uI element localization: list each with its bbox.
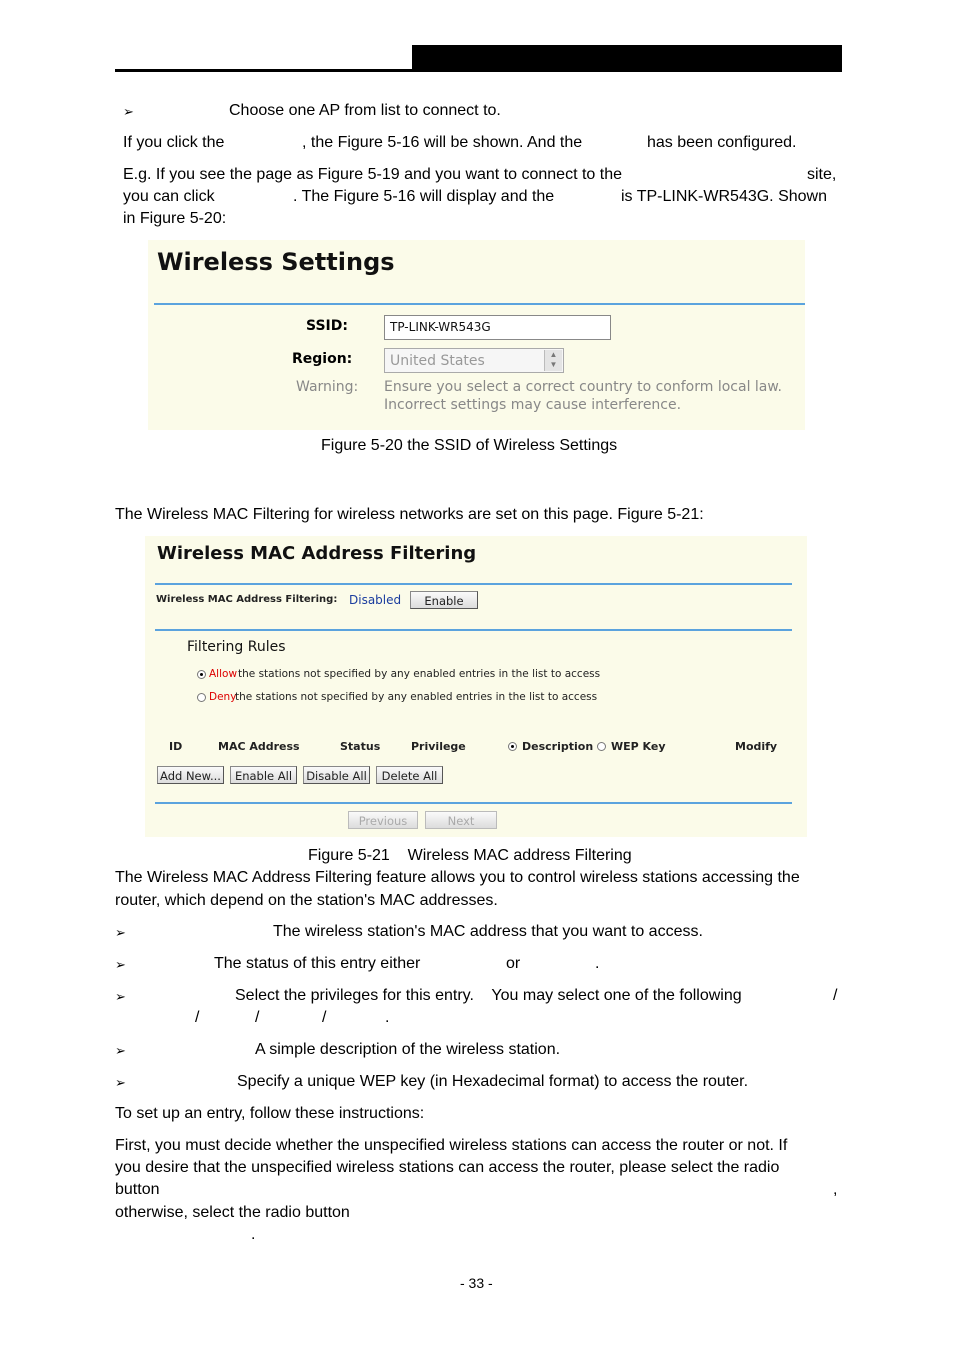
region-select[interactable] [384, 348, 564, 373]
intro-line2a: If you click the [123, 134, 225, 151]
allow-text: the stations not specified by any enabled entries in the list to access [238, 668, 601, 680]
fig21-caption: Figure 5-21 Wireless MAC address Filtering [308, 847, 632, 864]
filter-status: Disabled [349, 593, 402, 607]
allow-radio[interactable] [197, 670, 206, 679]
intro-line2b: , the Figure 5-16 will be shown. And the [302, 134, 583, 151]
bullet4-text: A simple description of the wireless station. [255, 1041, 561, 1058]
bullet3-text-a: Select the privileges for this entry. You may select one of the following [235, 987, 742, 1004]
col-id: ID [169, 740, 183, 753]
add-new-button[interactable]: Add New... [157, 766, 224, 784]
ssid-input-value: TP-LINK-WR543G [390, 320, 491, 334]
warning-line1: Ensure you select a correct country to conform local law. [384, 379, 782, 395]
title-divider [155, 583, 792, 585]
wep-key-radio[interactable] [597, 742, 606, 751]
bullet-icon: ➢ [115, 1043, 126, 1058]
bullet3-period: . [385, 1009, 390, 1026]
para3-line2: you desire that the unspecified wireless stations can access the router, please select the radio [115, 1159, 780, 1176]
previous-button[interactable]: Previous [348, 811, 418, 829]
page-number: - 33 - [460, 1275, 493, 1291]
warning-label: Warning: [296, 379, 359, 395]
col-modify: Modify [735, 740, 778, 753]
title-divider [154, 303, 805, 305]
section-divider [155, 629, 792, 631]
intro-line4a: you can click [123, 188, 215, 205]
bullet3-slash2: / [195, 1009, 200, 1026]
disable-all-button[interactable]: Disable All [303, 766, 370, 784]
ssid-label: SSID: [306, 318, 348, 334]
intro-line3b: site, [807, 166, 837, 183]
col-wep-key: WEP Key [611, 740, 666, 753]
region-select-value: United States [390, 353, 485, 369]
bullet2-text-c: . [595, 955, 600, 972]
bullet-icon: ➢ [115, 925, 126, 940]
region-label: Region: [292, 351, 353, 367]
bullet-icon: ➢ [123, 104, 134, 119]
wireless-settings-screenshot [148, 240, 805, 430]
bullet1-text: The wireless station's MAC address that you want to access. [273, 923, 703, 940]
fig20-caption: Figure 5-20 the SSID of Wireless Settings [321, 437, 618, 454]
para2: To set up an entry, follow these instructions: [115, 1105, 425, 1122]
bullet2-text-a: The status of this entry either [214, 955, 421, 972]
intro-line4b: . The Figure 5-16 will display and the [293, 188, 555, 205]
bullet5-text: Specify a unique WEP key (in Hexadecimal format) to access the router. [237, 1073, 749, 1090]
para1-line2: router, which depend on the station's MAC addresses. [115, 892, 498, 909]
filter-label: Wireless MAC Address Filtering: [156, 594, 338, 605]
para1-line1: The Wireless MAC Address Filtering feature allows you to control wireless stations accessing the [115, 869, 800, 886]
para3-line4: otherwise, select the radio button [115, 1204, 350, 1221]
wireless-settings-title: Wireless Settings [157, 248, 395, 276]
select-arrow-icon: ▲ ▼ [544, 350, 562, 371]
bullet-icon: ➢ [115, 989, 126, 1004]
para3-line5: . [251, 1226, 256, 1243]
para3-line1: First, you must decide whether the unspecified wireless stations can access the router or not. If [115, 1137, 788, 1154]
bullet3-slash4: / [322, 1009, 327, 1026]
intro-line4c: is TP-LINK-WR543G. Shown [621, 188, 827, 205]
col-description: Description [522, 740, 594, 753]
col-privilege: Privilege [411, 740, 466, 753]
bullet-icon: ➢ [115, 1075, 126, 1090]
mac-intro: The Wireless MAC Filtering for wireless networks are set on this page. Figure 5-21: [115, 506, 704, 523]
col-status: Status [340, 740, 381, 753]
bullet3-slash1: / [833, 987, 838, 1004]
header-rule-thin [115, 69, 412, 72]
description-radio[interactable] [508, 742, 517, 751]
intro-line1: Choose one AP from list to connect to. [229, 102, 501, 119]
delete-all-button[interactable]: Delete All [376, 766, 443, 784]
ssid-input[interactable] [384, 315, 611, 340]
next-button[interactable]: Next [425, 811, 497, 829]
warning-line2: Incorrect settings may cause interference. [384, 397, 682, 413]
bullet3-slash3: / [255, 1009, 260, 1026]
para3-line3a: button [115, 1181, 160, 1198]
mac-filtering-screenshot [145, 536, 807, 837]
allow-word: Allow [209, 668, 238, 680]
intro-line3a: E.g. If you see the page as Figure 5-19 and you want to connect to the [123, 166, 622, 183]
deny-radio[interactable] [197, 693, 206, 702]
bottom-divider [155, 802, 792, 804]
para3-line3b: , [833, 1181, 838, 1198]
intro-line2c: has been configured. [647, 134, 797, 151]
deny-word: Deny [209, 691, 237, 703]
enable-button[interactable]: Enable [410, 591, 478, 609]
mac-filtering-title: Wireless MAC Address Filtering [157, 543, 477, 564]
enable-all-button[interactable]: Enable All [230, 766, 297, 784]
filtering-rules-title: Filtering Rules [187, 639, 286, 655]
bullet2-text-b: or [506, 955, 521, 972]
header-rule-thick [412, 45, 842, 72]
bullet-icon: ➢ [115, 957, 126, 972]
deny-text: the stations not specified by any enabled entries in the list to access [235, 691, 598, 703]
intro-line5: in Figure 5-20: [123, 210, 227, 227]
col-mac-address: MAC Address [218, 740, 300, 753]
